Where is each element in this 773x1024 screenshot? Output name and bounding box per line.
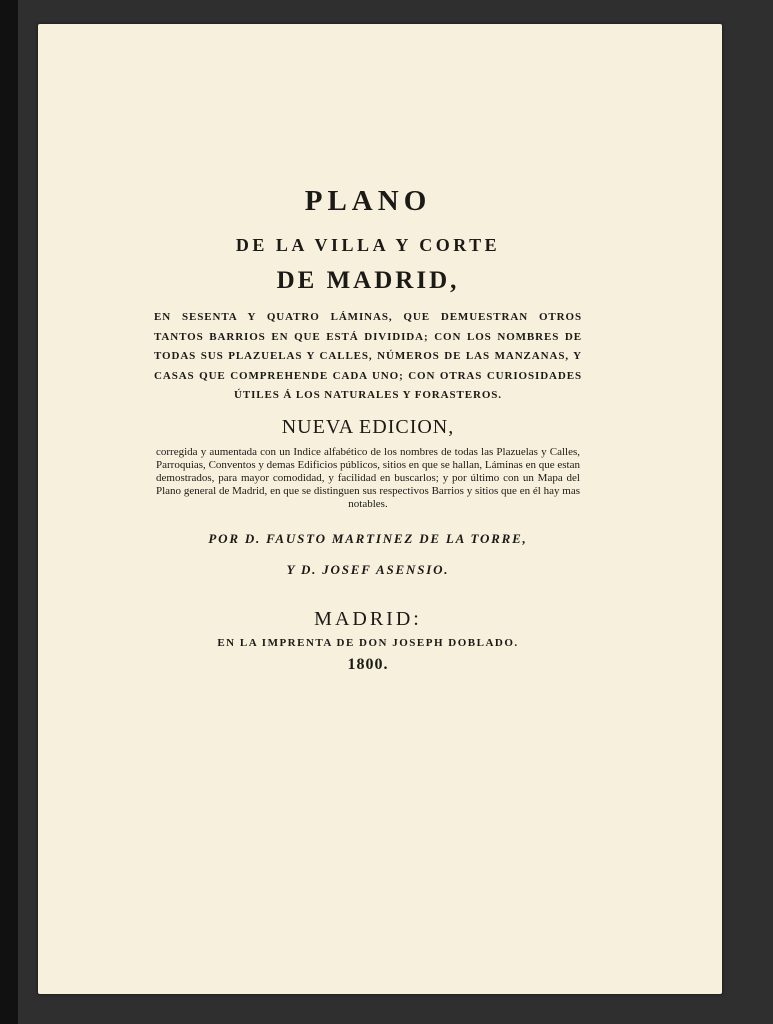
- scan-edge: [0, 0, 18, 1024]
- main-title: PLANO: [304, 185, 432, 217]
- title-page: [38, 24, 722, 994]
- imprint-year: 1800.: [347, 655, 389, 673]
- edition-note-paragraph: corregida y aumentada con un Indice alfabético de los nombres de todas las Plazuelas y Calles, Parroquias, Conventos y demas Edificios públicos, sitios en que se hallan, Láminas en que estan demostrados, para mayor comodidad, y facilidad en buscarlos; y por último con un Mapa del Plano general de Madrid, en que se distinguen sus respectivos Barrios y sitios que en él hay mas notables.: [156, 445, 580, 510]
- imprint-printer: EN LA IMPRENTA DE DON JOSEPH DOBLADO.: [217, 636, 519, 649]
- imprint-city: MADRID:: [314, 607, 422, 630]
- author-line-1: POR D. FAUSTO MARTINEZ DE LA TORRE,: [208, 530, 528, 546]
- title-page-text: [148, 184, 588, 675]
- edition-heading: NUEVA EDICION,: [281, 415, 455, 438]
- subtitle-line-2: DE MADRID,: [276, 267, 460, 294]
- author-line-2: Y D. JOSEF ASENSIO.: [286, 561, 450, 577]
- authors-block: [148, 523, 588, 585]
- description-paragraph: EN SESENTA Y QUATRO LÁMINAS, QUE DEMUESTRAN OTROS TANTOS BARRIOS EN QUE ESTÁ DIVIDIDA; CON LOS NOMBRES DE TODAS SUS PLAZUELAS Y CALLES, NÚMEROS DE LAS MANZANAS, Y CASAS QUE COMPREHENDE CADA UNO; CON OTRAS CURIOSIDADES ÚTILES Á LOS NATURALES Y FORASTEROS.: [154, 311, 582, 401]
- subtitle-line-1: DE LA VILLA Y CORTE: [235, 235, 501, 255]
